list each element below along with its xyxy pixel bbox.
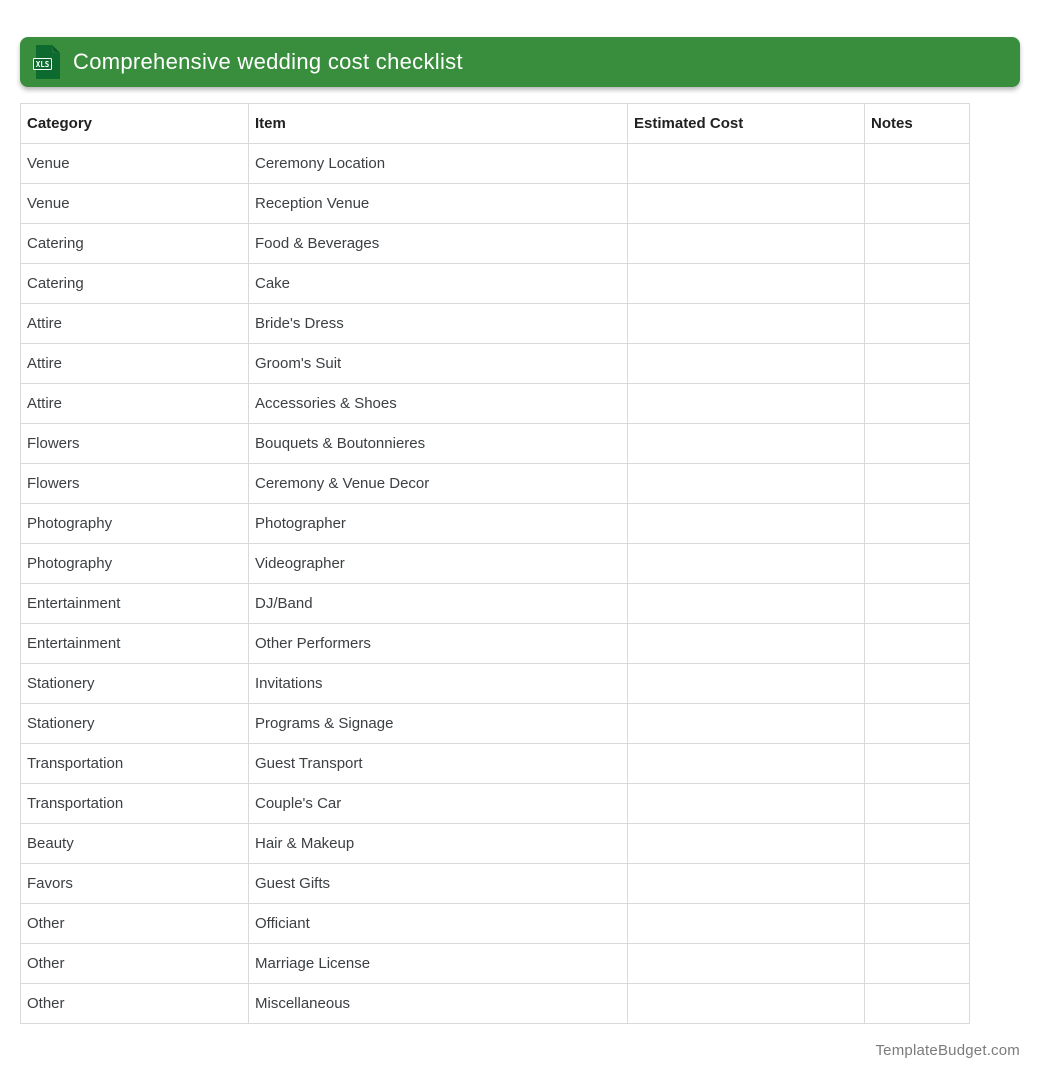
notes-cell xyxy=(865,904,970,944)
checklist-table xyxy=(20,103,970,1024)
notes-cell xyxy=(865,504,970,544)
item-cell: DJ/Band xyxy=(249,584,628,624)
table-row xyxy=(21,224,970,264)
notes-cell xyxy=(865,984,970,1024)
table-row xyxy=(21,584,970,624)
item-cell: Other Performers xyxy=(249,624,628,664)
notes-cell xyxy=(865,544,970,584)
notes-cell xyxy=(865,464,970,504)
watermark-link[interactable]: TemplateBudget.com xyxy=(875,1042,1020,1059)
estimated-cost-cell xyxy=(628,464,865,504)
item-cell: Officiant xyxy=(249,904,628,944)
item-cell: Bouquets & Boutonnieres xyxy=(249,424,628,464)
table-row xyxy=(21,984,970,1024)
notes-cell xyxy=(865,704,970,744)
estimated-cost-cell xyxy=(628,824,865,864)
category-cell: Beauty xyxy=(21,824,249,864)
item-cell: Ceremony Location xyxy=(249,144,628,184)
category-cell: Attire xyxy=(21,384,249,424)
item-cell: Cake xyxy=(249,264,628,304)
table-row xyxy=(21,784,970,824)
column-header-notes: Notes xyxy=(865,104,970,144)
table-row xyxy=(21,864,970,904)
table-row xyxy=(21,704,970,744)
estimated-cost-cell xyxy=(628,864,865,904)
category-cell: Catering xyxy=(21,224,249,264)
table-row xyxy=(21,344,970,384)
item-cell: Hair & Makeup xyxy=(249,824,628,864)
table-row xyxy=(21,664,970,704)
xls-icon-label: XLS xyxy=(35,60,50,69)
category-cell: Transportation xyxy=(21,744,249,784)
notes-cell xyxy=(865,584,970,624)
category-cell: Stationery xyxy=(21,664,249,704)
category-cell: Entertainment xyxy=(21,584,249,624)
notes-cell xyxy=(865,784,970,824)
estimated-cost-cell xyxy=(628,504,865,544)
item-cell: Reception Venue xyxy=(249,184,628,224)
item-cell: Guest Transport xyxy=(249,744,628,784)
item-cell: Marriage License xyxy=(249,944,628,984)
table-row xyxy=(21,424,970,464)
estimated-cost-cell xyxy=(628,384,865,424)
category-cell: Other xyxy=(21,944,249,984)
notes-cell xyxy=(865,224,970,264)
column-header-category: Category xyxy=(21,104,249,144)
table-row xyxy=(21,944,970,984)
item-cell: Invitations xyxy=(249,664,628,704)
item-cell: Groom's Suit xyxy=(249,344,628,384)
table-row xyxy=(21,384,970,424)
notes-cell xyxy=(865,824,970,864)
notes-cell xyxy=(865,944,970,984)
category-cell: Attire xyxy=(21,304,249,344)
estimated-cost-cell xyxy=(628,304,865,344)
item-cell: Accessories & Shoes xyxy=(249,384,628,424)
category-cell: Transportation xyxy=(21,784,249,824)
estimated-cost-cell xyxy=(628,704,865,744)
category-cell: Stationery xyxy=(21,704,249,744)
estimated-cost-cell xyxy=(628,224,865,264)
estimated-cost-cell xyxy=(628,664,865,704)
estimated-cost-cell xyxy=(628,784,865,824)
estimated-cost-cell xyxy=(628,624,865,664)
category-cell: Venue xyxy=(21,144,249,184)
category-cell: Entertainment xyxy=(21,624,249,664)
estimated-cost-cell xyxy=(628,264,865,304)
category-cell: Photography xyxy=(21,544,249,584)
table-row xyxy=(21,184,970,224)
estimated-cost-cell xyxy=(628,744,865,784)
notes-cell xyxy=(865,184,970,224)
notes-cell xyxy=(865,384,970,424)
category-cell: Flowers xyxy=(21,464,249,504)
estimated-cost-cell xyxy=(628,984,865,1024)
category-cell: Photography xyxy=(21,504,249,544)
notes-cell xyxy=(865,744,970,784)
category-cell: Other xyxy=(21,984,249,1024)
estimated-cost-cell xyxy=(628,144,865,184)
table-row xyxy=(21,304,970,344)
category-cell: Favors xyxy=(21,864,249,904)
estimated-cost-cell xyxy=(628,944,865,984)
notes-cell xyxy=(865,344,970,384)
notes-cell xyxy=(865,664,970,704)
estimated-cost-cell xyxy=(628,424,865,464)
item-cell: Programs & Signage xyxy=(249,704,628,744)
item-cell: Photographer xyxy=(249,504,628,544)
estimated-cost-cell xyxy=(628,184,865,224)
xls-file-icon xyxy=(33,45,60,79)
estimated-cost-cell xyxy=(628,344,865,384)
item-cell: Miscellaneous xyxy=(249,984,628,1024)
category-cell: Catering xyxy=(21,264,249,304)
table-row xyxy=(21,624,970,664)
estimated-cost-cell xyxy=(628,584,865,624)
notes-cell xyxy=(865,144,970,184)
table-body xyxy=(21,144,970,1024)
estimated-cost-cell xyxy=(628,904,865,944)
item-cell: Bride's Dress xyxy=(249,304,628,344)
item-cell: Guest Gifts xyxy=(249,864,628,904)
notes-cell xyxy=(865,304,970,344)
item-cell: Videographer xyxy=(249,544,628,584)
table-row xyxy=(21,744,970,784)
category-cell: Other xyxy=(21,904,249,944)
page-title: Comprehensive wedding cost checklist xyxy=(73,49,463,74)
table-row xyxy=(21,464,970,504)
notes-cell xyxy=(865,864,970,904)
table-row xyxy=(21,504,970,544)
table-row xyxy=(21,144,970,184)
notes-cell xyxy=(865,424,970,464)
item-cell: Ceremony & Venue Decor xyxy=(249,464,628,504)
table-row xyxy=(21,264,970,304)
table-row xyxy=(21,904,970,944)
notes-cell xyxy=(865,264,970,304)
item-cell: Couple's Car xyxy=(249,784,628,824)
column-header-estimated-cost: Estimated Cost xyxy=(628,104,865,144)
category-cell: Attire xyxy=(21,344,249,384)
column-header-item: Item xyxy=(249,104,628,144)
header-banner xyxy=(20,37,1020,87)
estimated-cost-cell xyxy=(628,544,865,584)
table-row xyxy=(21,824,970,864)
table-header-row xyxy=(21,104,970,144)
notes-cell xyxy=(865,624,970,664)
item-cell: Food & Beverages xyxy=(249,224,628,264)
table-row xyxy=(21,544,970,584)
category-cell: Venue xyxy=(21,184,249,224)
category-cell: Flowers xyxy=(21,424,249,464)
